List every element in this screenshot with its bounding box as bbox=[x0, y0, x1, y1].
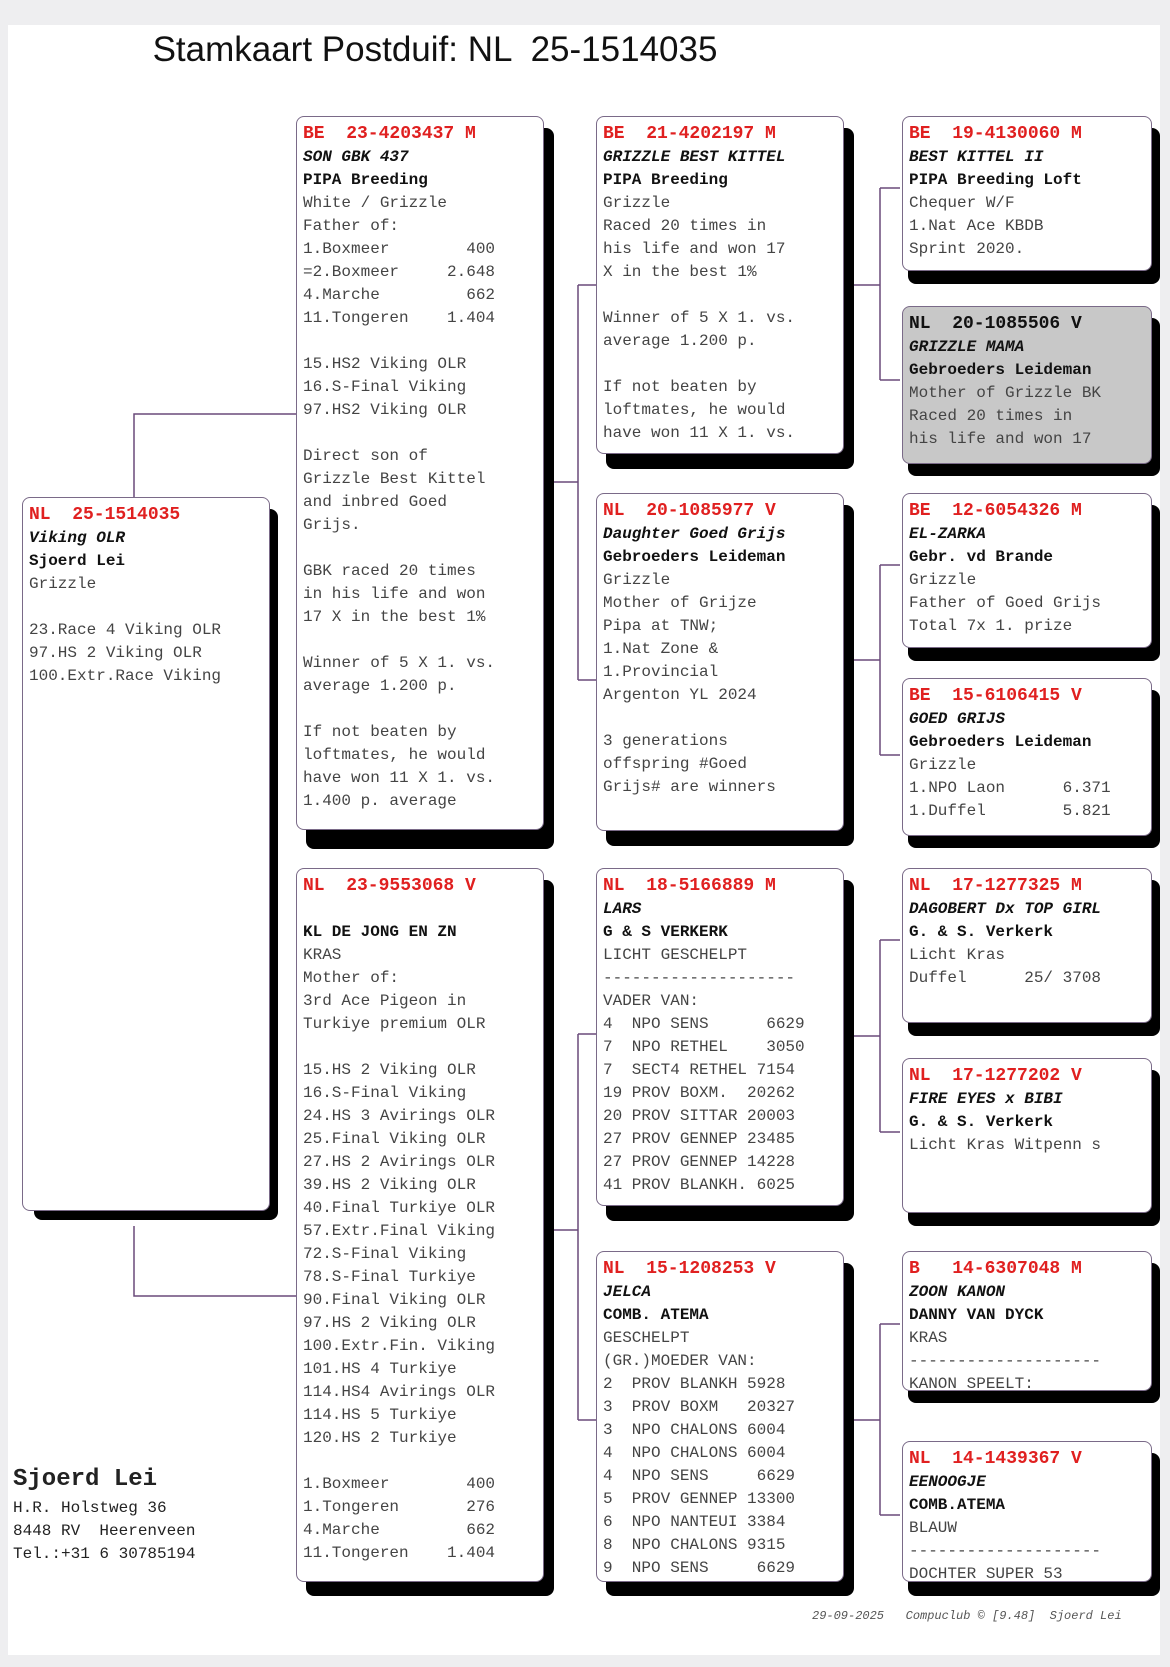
card-detail-line: 39.HS 2 Viking OLR bbox=[303, 1176, 476, 1194]
card-detail-line: Sprint 2020. bbox=[909, 240, 1025, 258]
pigeon-name: DAGOBERT Dx TOP GIRL bbox=[909, 900, 1102, 918]
card-detail-line: 7 NPO RETHEL 3050 bbox=[603, 1038, 805, 1056]
card-detail-line: GBK raced 20 times bbox=[303, 562, 476, 580]
card-detail-line: Mother of Grizzle BK bbox=[909, 384, 1102, 402]
card-details bbox=[909, 569, 1145, 638]
card-detail-line: DOCHTER SUPER 53 bbox=[909, 1565, 1063, 1582]
card-detail-line: Argenton YL 2024 bbox=[603, 686, 757, 704]
connector-subject-mother bbox=[134, 1226, 296, 1296]
owner-info bbox=[13, 1463, 195, 1566]
card-details bbox=[909, 944, 1145, 990]
pedigree-card-mother bbox=[296, 868, 544, 1582]
card-detail-line: Grizzle bbox=[603, 194, 671, 212]
owner-address: H.R. Holstweg 36 bbox=[13, 1499, 167, 1517]
card-detail-line bbox=[303, 330, 537, 353]
card-detail-line: 97.HS 2 Viking OLR bbox=[29, 644, 202, 662]
card-detail-line: 72.S-Final Viking bbox=[303, 1245, 467, 1263]
card-detail-line: Pipa at TNW; bbox=[603, 617, 719, 635]
card-detail-line: -------------------- bbox=[909, 1542, 1102, 1560]
pedigree-card-fmm bbox=[902, 678, 1152, 836]
card-detail-line: Grizzle bbox=[909, 756, 977, 774]
breeder-name: Gebroeders Leideman bbox=[909, 733, 1092, 751]
card-detail-line: Grizzle bbox=[909, 571, 977, 589]
card-detail-line: 15.HS2 Viking OLR bbox=[303, 355, 467, 373]
pedigree-card-mmm bbox=[902, 1441, 1152, 1582]
card-detail-line: Licht Kras bbox=[909, 946, 1006, 964]
ring-number: NL 20-1085506 V bbox=[909, 314, 1082, 334]
card-detail-line: LICHT GESCHELPT bbox=[603, 946, 748, 964]
breeder-name: COMB. ATEMA bbox=[603, 1306, 709, 1324]
card-details bbox=[909, 192, 1145, 261]
card-detail-line: 3 PROV BOXM 20327 bbox=[603, 1398, 796, 1416]
card-detail-line: 40.Final Turkiye OLR bbox=[303, 1199, 496, 1217]
card-detail-line: Winner of 5 X 1. vs. bbox=[603, 309, 796, 327]
card-details bbox=[603, 1327, 837, 1580]
breeder-name: Gebr. vd Brande bbox=[909, 548, 1054, 566]
card-detail-line: Grijs. bbox=[303, 516, 361, 534]
pigeon-name: SON GBK 437 bbox=[303, 148, 409, 166]
card-detail-line: 1.Provincial bbox=[603, 663, 719, 681]
card-detail-line bbox=[303, 629, 537, 652]
card-detail-line: KANON SPEELT: bbox=[909, 1375, 1034, 1391]
card-detail-line: 120.HS 2 Turkiye bbox=[303, 1429, 457, 1447]
pedigree-card-father-mother bbox=[596, 493, 844, 831]
breeder-name: PIPA Breeding Loft bbox=[909, 171, 1082, 189]
card-details bbox=[603, 569, 837, 799]
card-details bbox=[909, 754, 1145, 823]
card-detail-line: Winner of 5 X 1. vs. bbox=[303, 654, 496, 672]
card-detail-line: Father of: bbox=[303, 217, 400, 235]
card-detail-line: loftmates, he would bbox=[603, 401, 786, 419]
card-details bbox=[909, 1327, 1145, 1391]
card-detail-line: VADER VAN: bbox=[603, 992, 700, 1010]
card-detail-line bbox=[303, 698, 537, 721]
card-details bbox=[303, 192, 537, 813]
ring-number: NL 23-9553068 V bbox=[303, 876, 476, 896]
pedigree-card-mmf bbox=[902, 1251, 1152, 1391]
card-detail-line: in his life and won bbox=[303, 585, 486, 603]
card-detail-line: White / Grizzle bbox=[303, 194, 448, 212]
pigeon-name bbox=[303, 898, 537, 921]
card-detail-line: 27 PROV GENNEP 14228 bbox=[603, 1153, 796, 1171]
card-detail-line bbox=[303, 1450, 537, 1473]
card-detail-line: 1.Boxmeer 400 bbox=[303, 1475, 496, 1493]
breeder-name: COMB.ATEMA bbox=[909, 1496, 1006, 1514]
card-detail-line: (GR.)MOEDER VAN: bbox=[603, 1352, 757, 1370]
ring-number: NL 18-5166889 M bbox=[603, 876, 776, 896]
card-details bbox=[909, 1134, 1145, 1157]
card-detail-line: 8 NPO CHALONS 9315 bbox=[603, 1536, 786, 1554]
card-detail-line bbox=[603, 353, 837, 376]
card-detail-line: 1.400 p. average bbox=[303, 792, 457, 810]
pedigree-card-mother-father bbox=[596, 868, 844, 1206]
card-detail-line: 16.S-Final Viking bbox=[303, 378, 467, 396]
owner-phone: Tel.:+31 6 30785194 bbox=[13, 1545, 196, 1563]
pedigree-card-mother-mother bbox=[596, 1251, 844, 1582]
card-detail-line: 24.HS 3 Avirings OLR bbox=[303, 1107, 496, 1125]
card-detail-line: Turkiye premium OLR bbox=[303, 1015, 486, 1033]
connector-subject-father bbox=[134, 414, 296, 497]
card-detail-line: Mother of: bbox=[303, 969, 400, 987]
card-detail-line bbox=[29, 596, 263, 619]
card-detail-line: If not beaten by bbox=[603, 378, 757, 396]
footer-print-info: 29-09-2025 Compuclub © [9.48] Sjoerd Lei bbox=[812, 1609, 1122, 1623]
card-detail-line: 5 PROV GENNEP 13300 bbox=[603, 1490, 796, 1508]
card-detail-line: 4 NPO CHALONS 6004 bbox=[603, 1444, 786, 1462]
breeder-name: G. & S. Verkerk bbox=[909, 1113, 1054, 1131]
breeder-name: Gebroeders Leideman bbox=[909, 361, 1092, 379]
breeder-name: G & S VERKERK bbox=[603, 923, 728, 941]
pigeon-name: EL-ZARKA bbox=[909, 525, 986, 543]
card-detail-line: 97.HS 2 Viking OLR bbox=[303, 1314, 476, 1332]
card-detail-line: Grizzle bbox=[603, 571, 671, 589]
card-detail-line: 15.HS 2 Viking OLR bbox=[303, 1061, 476, 1079]
card-detail-line: 1.Tongeren 276 bbox=[303, 1498, 496, 1516]
card-detail-line: 1.Nat Ace KBDB bbox=[909, 217, 1044, 235]
card-detail-line: 4.Marche 662 bbox=[303, 1521, 496, 1539]
pedigree-card-mff bbox=[902, 868, 1152, 1023]
card-detail-line: 6 NPO NANTEUI 3384 bbox=[603, 1513, 786, 1531]
card-detail-line bbox=[303, 537, 537, 560]
ring-number: NL 15-1208253 V bbox=[603, 1259, 776, 1279]
card-detail-line: Grizzle bbox=[29, 575, 97, 593]
card-detail-line: 1.Duffel 5.821 bbox=[909, 802, 1111, 820]
card-detail-line: 27.HS 2 Avirings OLR bbox=[303, 1153, 496, 1171]
card-detail-line: 1.NPO Laon 6.371 bbox=[909, 779, 1111, 797]
card-detail-line bbox=[303, 1036, 537, 1059]
card-detail-line: 2 PROV BLANKH 5928 bbox=[603, 1375, 786, 1393]
pigeon-name: GRIZZLE MAMA bbox=[909, 338, 1025, 356]
pigeon-name: Daughter Goed Grijs bbox=[603, 525, 786, 543]
card-detail-line: -------------------- bbox=[603, 969, 796, 987]
card-detail-line: 41 PROV BLANKH. 6025 bbox=[603, 1176, 796, 1194]
card-detail-line: Total 7x 1. prize bbox=[909, 617, 1073, 635]
card-details bbox=[909, 1517, 1145, 1582]
card-detail-line: his life and won 17 bbox=[603, 240, 786, 258]
card-detail-line: 3rd Ace Pigeon in bbox=[303, 992, 467, 1010]
card-detail-line: 27 PROV GENNEP 23485 bbox=[603, 1130, 796, 1148]
ring-number: NL 17-1277325 M bbox=[909, 876, 1082, 896]
card-detail-line: 9 NPO SENS 6629 bbox=[603, 1559, 796, 1577]
ring-number: BE 15-6106415 V bbox=[909, 686, 1082, 706]
pedigree-card-subject bbox=[22, 497, 270, 1211]
breeder-name: PIPA Breeding bbox=[603, 171, 728, 189]
card-detail-line: 100.Extr.Race Viking bbox=[29, 667, 222, 685]
card-detail-line: 4 NPO SENS 6629 bbox=[603, 1015, 805, 1033]
card-detail-line: 20 PROV SITTAR 20003 bbox=[603, 1107, 796, 1125]
ring-number: NL 14-1439367 V bbox=[909, 1449, 1082, 1469]
pedigree-card-fff bbox=[902, 116, 1152, 271]
card-detail-line: average 1.200 p. bbox=[603, 332, 757, 350]
pedigree-card-father bbox=[296, 116, 544, 830]
card-detail-line: offspring #Goed bbox=[603, 755, 748, 773]
pigeon-name: GRIZZLE BEST KITTEL bbox=[603, 148, 786, 166]
card-detail-line: 1.Boxmeer 400 bbox=[303, 240, 496, 258]
card-details bbox=[909, 382, 1145, 451]
card-detail-line: Grijs# are winners bbox=[603, 778, 776, 796]
card-detail-line: KRAS bbox=[303, 946, 342, 964]
card-detail-line: GESCHELPT bbox=[603, 1329, 690, 1347]
ring-number: BE 23-4203437 M bbox=[303, 124, 476, 144]
card-detail-line: 4 NPO SENS 6629 bbox=[603, 1467, 796, 1485]
card-detail-line: 11.Tongeren 1.404 bbox=[303, 1544, 496, 1562]
card-detail-line: 11.Tongeren 1.404 bbox=[303, 309, 496, 327]
card-detail-line: Direct son of bbox=[303, 447, 428, 465]
ring-number: B 14-6307048 M bbox=[909, 1259, 1082, 1279]
card-detail-line: loftmates, he would bbox=[303, 746, 486, 764]
card-detail-line: Mother of Grijze bbox=[603, 594, 757, 612]
pigeon-name: JELCA bbox=[603, 1283, 652, 1301]
card-detail-line bbox=[603, 707, 837, 730]
pigeon-name: FIRE EYES x BIBI bbox=[909, 1090, 1063, 1108]
card-detail-line: 97.HS2 Viking OLR bbox=[303, 401, 467, 419]
card-detail-line: 57.Extr.Final Viking bbox=[303, 1222, 496, 1240]
card-detail-line bbox=[603, 284, 837, 307]
card-detail-line: 114.HS4 Avirings OLR bbox=[303, 1383, 496, 1401]
card-detail-line: have won 11 X 1. vs. bbox=[603, 424, 796, 442]
card-detail-line: If not beaten by bbox=[303, 723, 457, 741]
card-detail-line: 1.Nat Zone & bbox=[603, 640, 719, 658]
breeder-name: G. & S. Verkerk bbox=[909, 923, 1054, 941]
pedigree-card-fmf bbox=[902, 493, 1152, 648]
card-detail-line: BLAUW bbox=[909, 1519, 958, 1537]
ring-number: NL 25-1514035 bbox=[29, 505, 181, 525]
breeder-name: DANNY VAN DYCK bbox=[909, 1306, 1044, 1324]
card-detail-line: 16.S-Final Viking bbox=[303, 1084, 467, 1102]
card-detail-line: Grizzle Best Kittel bbox=[303, 470, 486, 488]
card-detail-line: X in the best 1% bbox=[603, 263, 757, 281]
card-detail-line: Chequer W/F bbox=[909, 194, 1015, 212]
pigeon-name: GOED GRIJS bbox=[909, 710, 1006, 728]
card-detail-line bbox=[303, 422, 537, 445]
card-details bbox=[603, 192, 837, 445]
ring-number: BE 12-6054326 M bbox=[909, 501, 1082, 521]
pigeon-name: EENOOGJE bbox=[909, 1473, 986, 1491]
card-detail-line: have won 11 X 1. vs. bbox=[303, 769, 496, 787]
pigeon-name: LARS bbox=[603, 900, 642, 918]
card-detail-line: 7 SECT4 RETHEL 7154 bbox=[603, 1061, 796, 1079]
card-detail-line: 100.Extr.Fin. Viking bbox=[303, 1337, 496, 1355]
card-detail-line: 78.S-Final Turkiye bbox=[303, 1268, 476, 1286]
card-detail-line: average 1.200 p. bbox=[303, 677, 457, 695]
page-title: Stamkaart Postduif: NL 25-1514035 bbox=[152, 30, 718, 69]
card-detail-line: 3 NPO CHALONS 6004 bbox=[603, 1421, 786, 1439]
card-detail-line: 4.Marche 662 bbox=[303, 286, 496, 304]
card-detail-line: Raced 20 times in bbox=[603, 217, 767, 235]
card-detail-line: Father of Goed Grijs bbox=[909, 594, 1102, 612]
card-detail-line: his life and won 17 bbox=[909, 430, 1092, 448]
owner-name: Sjoerd Lei bbox=[13, 1466, 158, 1493]
card-detail-line: 90.Final Viking OLR bbox=[303, 1291, 486, 1309]
card-detail-line: -------------------- bbox=[909, 1352, 1102, 1370]
ring-number: NL 20-1085977 V bbox=[603, 501, 776, 521]
pedigree-card-father-father bbox=[596, 116, 844, 454]
card-detail-line: 101.HS 4 Turkiye bbox=[303, 1360, 457, 1378]
card-detail-line: KRAS bbox=[909, 1329, 948, 1347]
breeder-name: KL DE JONG EN ZN bbox=[303, 923, 457, 941]
owner-city: 8448 RV Heerenveen bbox=[13, 1522, 196, 1540]
ring-number: BE 21-4202197 M bbox=[603, 124, 776, 144]
card-details bbox=[29, 573, 263, 688]
pedigree-card-mfm bbox=[902, 1058, 1152, 1213]
card-detail-line: =2.Boxmeer 2.648 bbox=[303, 263, 496, 281]
ring-number: BE 19-4130060 M bbox=[909, 124, 1082, 144]
card-detail-line: Licht Kras Witpenn s bbox=[909, 1136, 1102, 1154]
card-detail-line: 3 generations bbox=[603, 732, 728, 750]
pigeon-name: Viking OLR bbox=[29, 529, 126, 547]
breeder-name: Gebroeders Leideman bbox=[603, 548, 786, 566]
card-detail-line: 114.HS 5 Turkiye bbox=[303, 1406, 457, 1424]
pedigree-card-ffm bbox=[902, 306, 1152, 464]
card-detail-line: 17 X in the best 1% bbox=[303, 608, 486, 626]
pigeon-name: BEST KITTEL II bbox=[909, 148, 1044, 166]
breeder-name: PIPA Breeding bbox=[303, 171, 428, 189]
card-details bbox=[303, 944, 537, 1565]
card-detail-line: 19 PROV BOXM. 20262 bbox=[603, 1084, 796, 1102]
pigeon-name: ZOON KANON bbox=[909, 1283, 1006, 1301]
ring-number: NL 17-1277202 V bbox=[909, 1066, 1082, 1086]
card-detail-line: Raced 20 times in bbox=[909, 407, 1073, 425]
card-detail-line: 25.Final Viking OLR bbox=[303, 1130, 486, 1148]
card-detail-line: 23.Race 4 Viking OLR bbox=[29, 621, 222, 639]
card-detail-line: Duffel 25/ 3708 bbox=[909, 969, 1102, 987]
breeder-name: Sjoerd Lei bbox=[29, 552, 126, 570]
card-details bbox=[603, 944, 837, 1197]
card-detail-line: and inbred Goed bbox=[303, 493, 448, 511]
